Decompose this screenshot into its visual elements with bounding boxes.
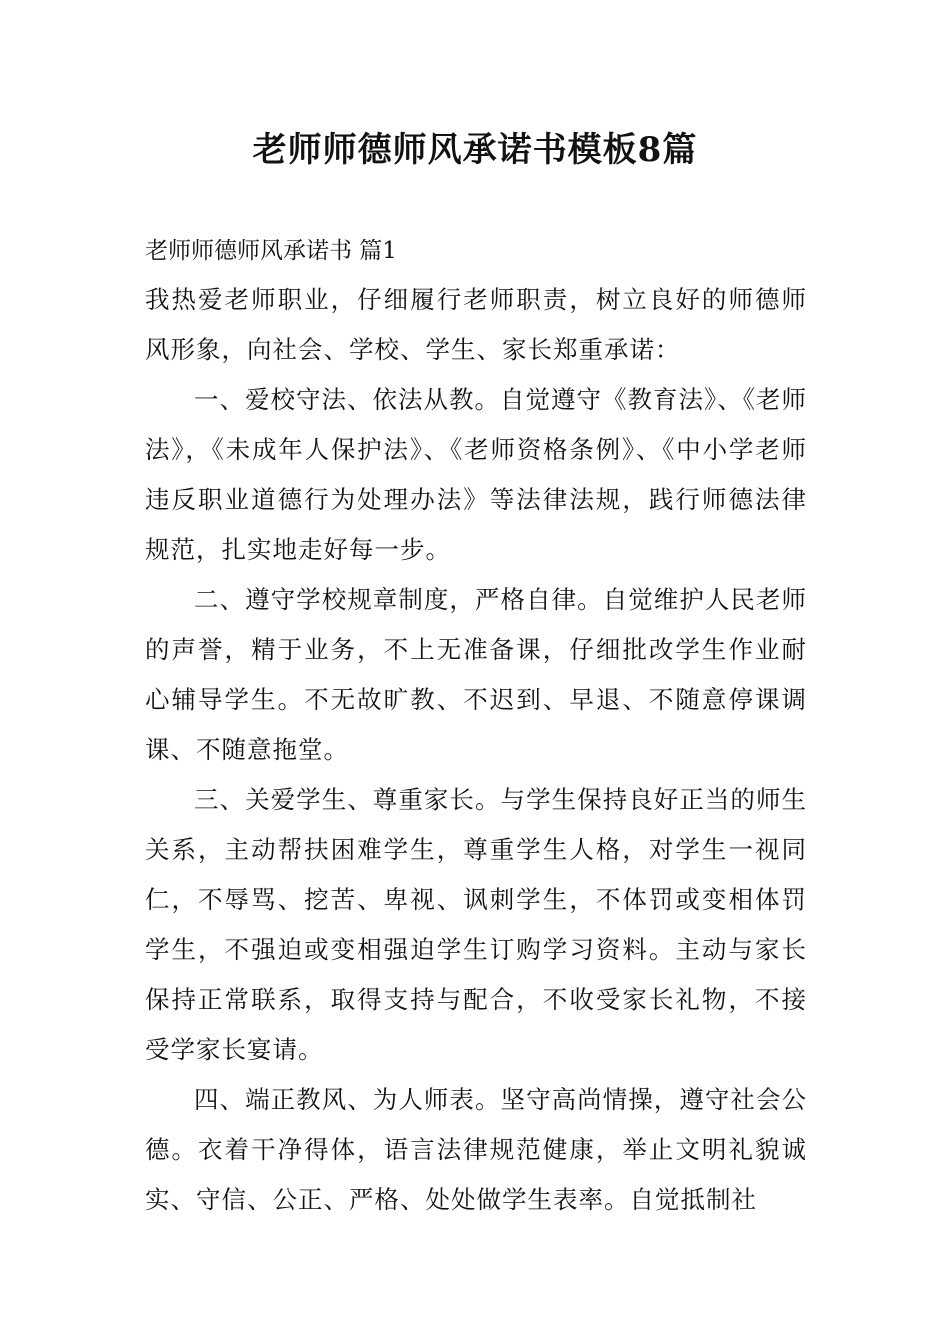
document-body bbox=[145, 275, 807, 1225]
document-title: 老师师德师风承诺书模板8篇 bbox=[252, 130, 698, 170]
intro-paragraph: 我热爱老师职业，仔细履行老师职责，树立良好的师德师风形象，向社会、学校、学生、家长郑重承诺： bbox=[145, 285, 807, 364]
clause-paragraph-1: 一、爱校守法、依法从教。自觉遵守《教育法》、《老师法》，《未成年人保护法》、《老师资格条例》、《中小学老师违反职业道德行为处理办法》等法律法规，践行师德法律规范，扎实地走好每一步。 bbox=[145, 385, 807, 564]
clause-paragraph-2: 二、遵守学校规章制度，严格自律。自觉维护人民老师的声誉，精于业务，不上无准备课，仔细批改学生作业耐心辅导学生。不无故旷教、不迟到、早退、不随意停课调课、不随意拖堂。 bbox=[145, 585, 807, 764]
clause-paragraph-4: 四、端正教风、为人师表。坚守高尚情操，遵守社会公德。衣着干净得体，语言法律规范健康，举止文明礼貌诚实、守信、公正、严格、处处做学生表率。自觉抵制社 bbox=[145, 1085, 807, 1214]
section-heading: 老师师德师风承诺书 篇1 bbox=[145, 238, 397, 264]
clause-paragraph-3: 三、关爱学生、尊重家长。与学生保持良好正当的师生关系，主动帮扶困难学生，尊重学生人格，对学生一视同仁，不辱骂、挖苦、卑视、讽刺学生，不体罚或变相体罚学生，不强迫或变相强迫学生订购学习资料。主动与家长保持正常联系，取得支持与配合，不收受家长礼物，不接受学家长宴请。 bbox=[145, 785, 807, 1064]
